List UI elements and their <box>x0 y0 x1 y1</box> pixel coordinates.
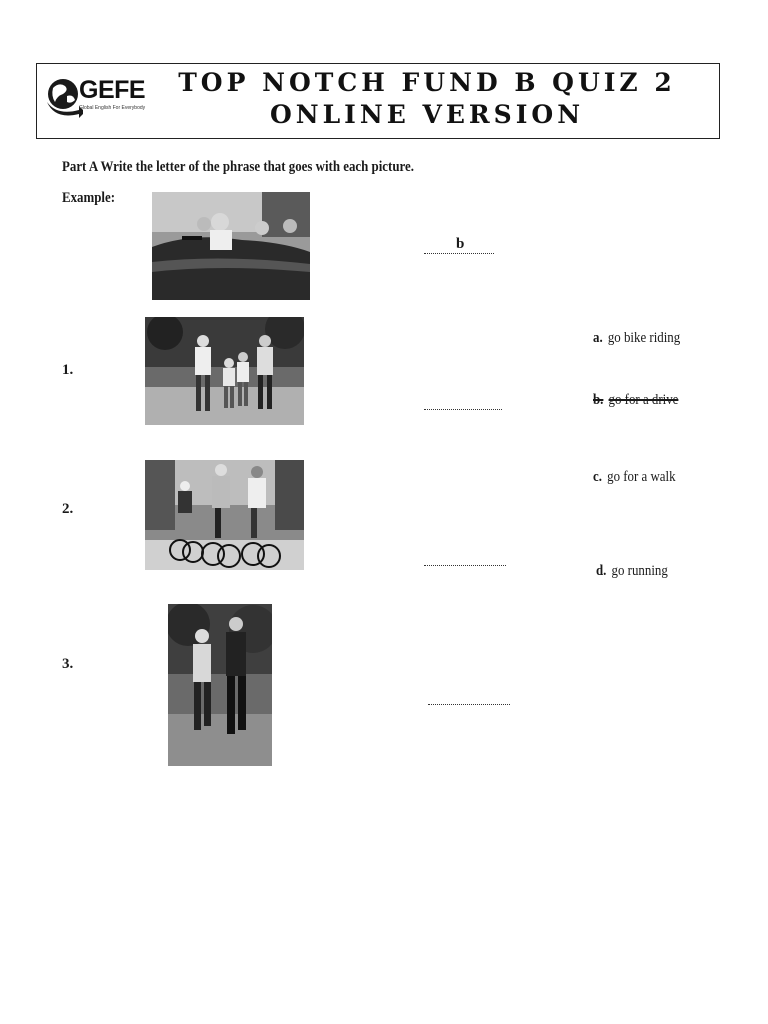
option-letter: d. <box>596 563 607 579</box>
option-a <box>593 330 680 347</box>
option-text: go running <box>611 563 668 579</box>
question-3-photo-running <box>168 604 272 766</box>
logo-tagline: Global English For Everybody <box>79 105 146 111</box>
option-text: go for a walk <box>607 469 676 485</box>
example-photo-car <box>152 192 310 300</box>
example-answer: b <box>456 236 465 252</box>
question-number: 3. <box>62 656 74 672</box>
option-letter: b. <box>593 392 604 408</box>
option-text: go bike riding <box>607 330 681 346</box>
header-box <box>36 63 720 139</box>
option-d <box>596 563 668 580</box>
question-1-answer-blank[interactable] <box>424 399 502 410</box>
part-a-instruction: Part A Write the letter of the phrase that goes with each picture. <box>62 159 414 175</box>
option-text: go for a drive <box>608 392 679 408</box>
logo-text: GEFE <box>79 76 146 104</box>
question-number: 2. <box>62 501 74 517</box>
title-line-1: TOP NOTCH FUND B QUIZ 2 <box>178 68 676 97</box>
question-2-photo-bikes <box>145 460 304 570</box>
option-letter: a. <box>593 330 603 346</box>
question-3-answer-blank[interactable] <box>428 694 510 705</box>
option-b <box>593 392 678 409</box>
example-label: Example: <box>62 190 116 206</box>
title-line-2: ONLINE VERSION <box>269 100 585 129</box>
option-letter: c. <box>593 469 602 485</box>
question-number: 1. <box>62 362 74 378</box>
option-c <box>593 469 676 486</box>
question-2-answer-blank[interactable] <box>424 555 506 566</box>
question-1-photo-walk <box>145 317 304 425</box>
globe-arrow-icon <box>43 72 83 124</box>
